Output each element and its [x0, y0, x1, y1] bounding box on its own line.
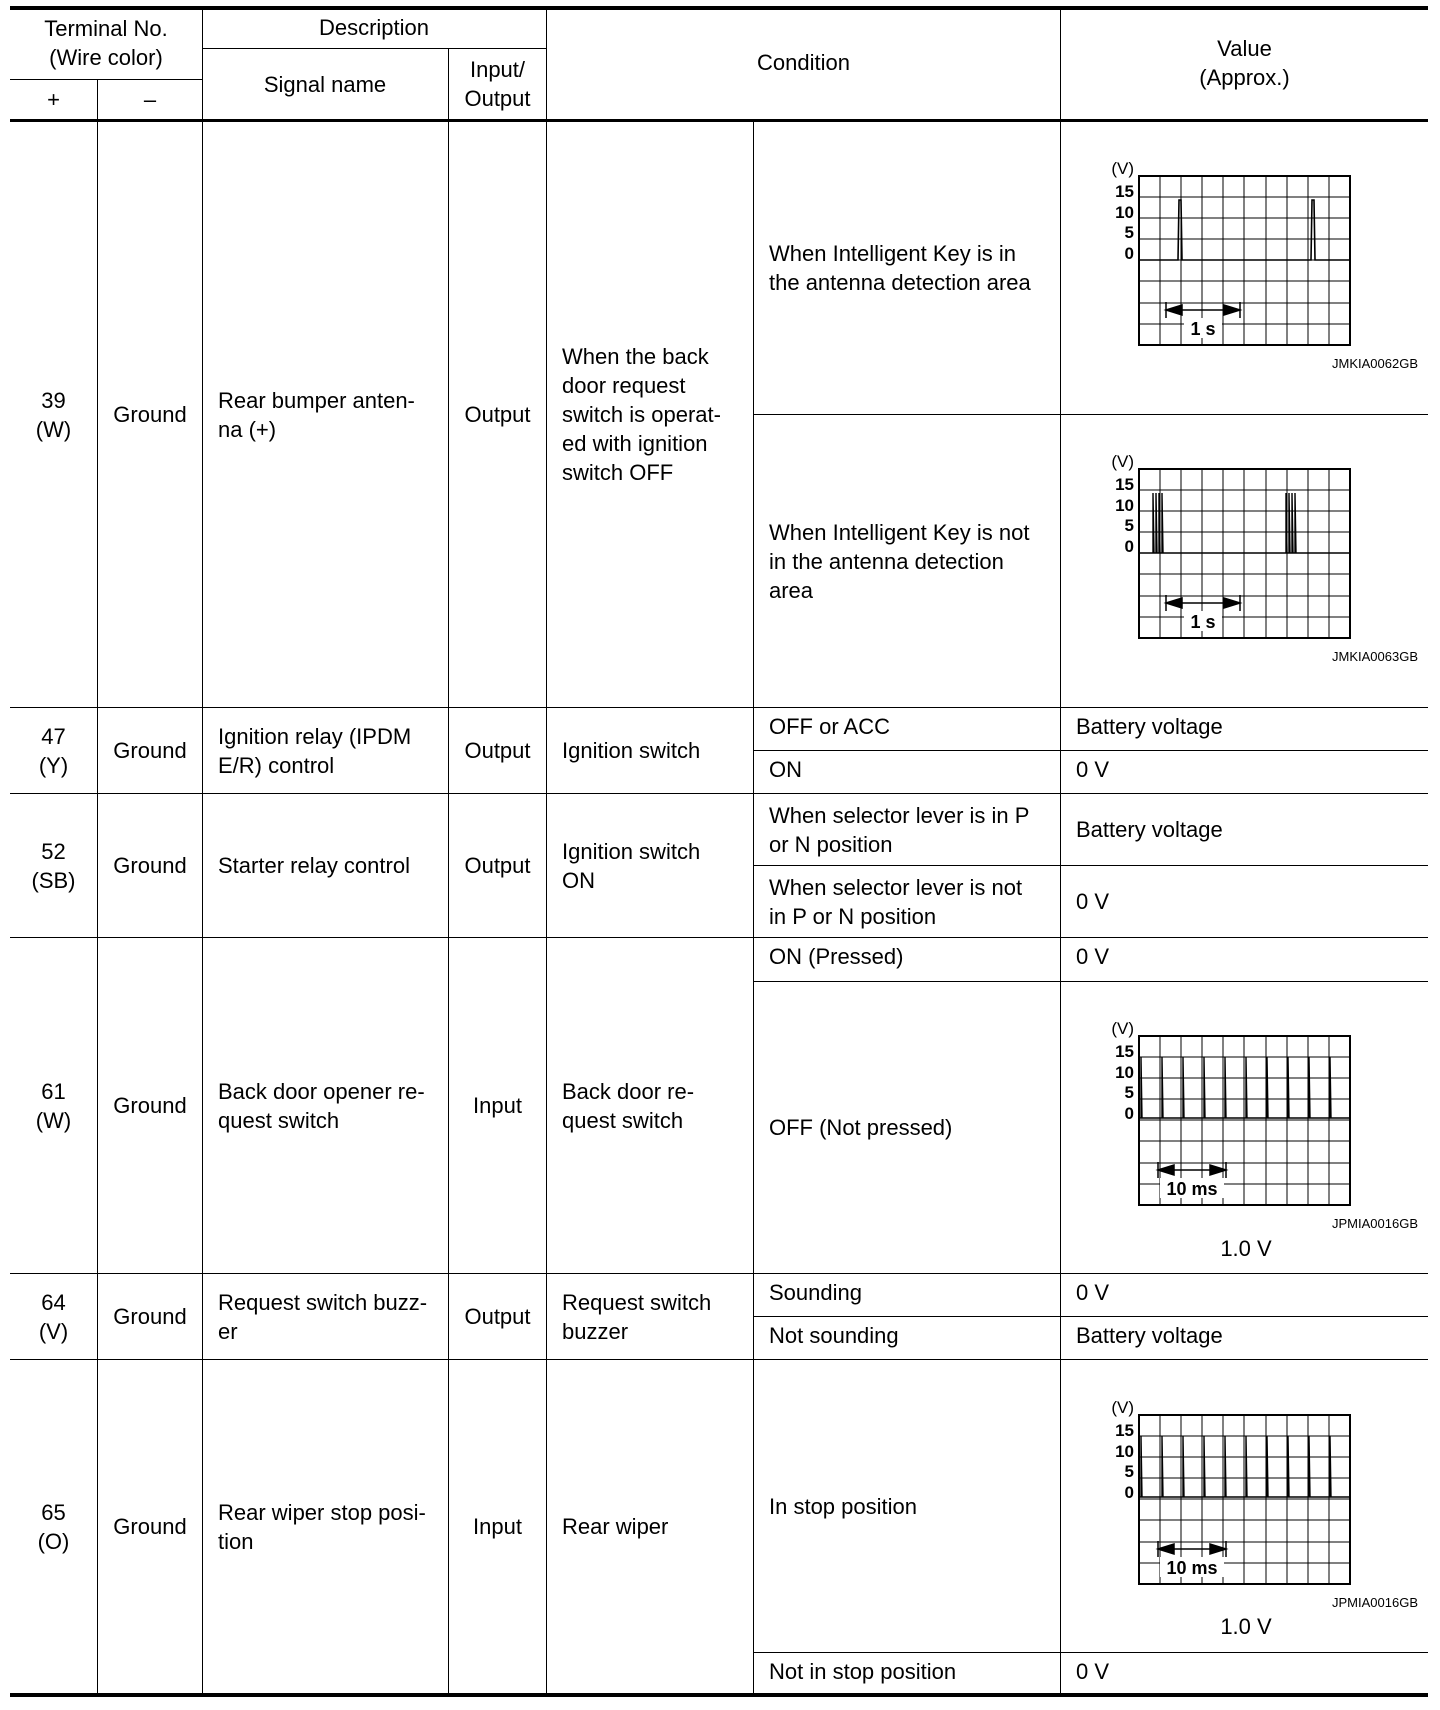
row-47-ground: Ground: [113, 738, 187, 763]
time-scale-marker: [1158, 1162, 1226, 1178]
waveform-code-3: JPMIA0016GB: [1332, 1216, 1418, 1231]
waveform-value-3: 1.0 V: [1220, 1236, 1272, 1261]
waveform-code-2: JMKIA0063GB: [1332, 649, 1418, 664]
header-signal-name: Signal name: [263, 71, 387, 97]
time-scale-marker: [1158, 1541, 1226, 1557]
row-52-sub-2-value: 0 V: [1076, 889, 1110, 914]
row-47-sub-1-value: Battery voltage: [1076, 714, 1223, 739]
row-47-terminal: 47 (Y): [38, 723, 69, 778]
row-39-io: Output: [464, 402, 531, 427]
volt-unit-label: (V): [1111, 1020, 1134, 1038]
volt-unit-label: (V): [1111, 453, 1134, 471]
header-condition: Condition: [757, 50, 850, 75]
y-tick-10: 10: [1115, 496, 1134, 515]
row-47-condition: Ignition switch: [562, 738, 701, 763]
row-65-ground: Ground: [113, 1514, 187, 1539]
header-minus: –: [143, 87, 157, 112]
row-39-signal: Rear bumper anten- na (+): [218, 387, 415, 442]
row-52-terminal: 52 (SB): [31, 838, 76, 893]
y-tick-15: 15: [1115, 1042, 1134, 1061]
row-64-sub-1-condition: Sounding: [769, 1280, 862, 1305]
time-scale-marker: [1166, 302, 1240, 318]
row-64-terminal: 64 (V): [38, 1289, 69, 1344]
row-47-sub-2-condition: ON: [769, 757, 802, 782]
row-64-sub-1-value: 0 V: [1076, 1280, 1110, 1305]
row-65-condition: Rear wiper: [562, 1514, 669, 1539]
time-scale-label: 10 ms: [1166, 1179, 1218, 1199]
row-52-sub-1-condition: When selector lever is in P or N position: [769, 802, 1030, 857]
row-52-sub-1-value: Battery voltage: [1076, 817, 1223, 842]
row-47-sub-1-condition: OFF or ACC: [769, 714, 891, 739]
row-65-signal: Rear wiper stop posi- tion: [218, 1499, 426, 1554]
y-tick-10: 10: [1115, 1442, 1134, 1461]
row-61-signal: Back door opener re- quest switch: [218, 1078, 425, 1133]
row-61-sub-2-condition: OFF (Not pressed): [769, 1115, 953, 1140]
y-tick-5: 5: [1124, 223, 1134, 242]
row-64-condition: Request switch buzzer: [562, 1289, 712, 1344]
row-61-ground: Ground: [113, 1093, 187, 1118]
waveform-chart-2: [1100, 453, 1360, 643]
y-tick-15: 15: [1115, 1421, 1134, 1440]
time-scale-marker: [1166, 595, 1240, 611]
row-64-sub-2-condition: Not sounding: [769, 1323, 899, 1348]
row-52-signal: Starter relay control: [218, 853, 410, 878]
row-39-sub-2-condition: When Intelligent Key is not in the antenna detection area: [769, 519, 1030, 603]
row-47-io: Output: [464, 738, 531, 763]
row-64-sub-2-value: Battery voltage: [1076, 1323, 1223, 1348]
volt-unit-label: (V): [1111, 1399, 1134, 1417]
y-tick-5: 5: [1124, 1083, 1134, 1102]
row-61-condition: Back door re- quest switch: [562, 1078, 695, 1133]
row-61-terminal: 61 (W): [35, 1078, 72, 1133]
y-tick-0: 0: [1124, 244, 1134, 263]
y-tick-15: 15: [1115, 475, 1134, 494]
y-tick-15: 15: [1115, 182, 1134, 201]
waveform-chart-4: [1100, 1399, 1360, 1589]
row-52-ground: Ground: [113, 853, 187, 878]
row-64-ground: Ground: [113, 1304, 187, 1329]
row-39-terminal: 39 (W): [35, 387, 72, 442]
y-tick-0: 0: [1124, 1483, 1134, 1502]
row-61-sub-1-value: 0 V: [1076, 944, 1110, 969]
time-scale-label: 1 s: [1190, 612, 1216, 632]
row-65-io: Input: [473, 1514, 522, 1539]
header-terminal-no: Terminal No. (Wire color): [44, 15, 168, 70]
row-64-io: Output: [464, 1304, 531, 1329]
row-47-sub-2-value: 0 V: [1076, 757, 1110, 782]
row-39-ground: Ground: [113, 402, 187, 427]
header-input-output: Input/ Output: [464, 57, 531, 111]
row-39-sub-1-condition: When Intelligent Key is in the antenna detection area: [769, 241, 1031, 295]
y-tick-5: 5: [1124, 516, 1134, 535]
header-plus: +: [47, 87, 60, 112]
y-tick-5: 5: [1124, 1462, 1134, 1481]
waveform-value-4: 1.0 V: [1220, 1614, 1272, 1639]
row-47-signal: Ignition relay (IPDM E/R) control: [218, 723, 412, 778]
time-scale-label: 10 ms: [1166, 1558, 1218, 1578]
y-tick-10: 10: [1115, 1063, 1134, 1082]
volt-unit-label: (V): [1111, 160, 1134, 178]
row-64-signal: Request switch buzz- er: [218, 1289, 428, 1344]
y-tick-0: 0: [1124, 1104, 1134, 1123]
waveform-chart-3: [1100, 1020, 1360, 1210]
waveform-code-1: JMKIA0062GB: [1332, 356, 1418, 371]
row-65-sub-2-condition: Not in stop position: [769, 1659, 957, 1684]
y-tick-10: 10: [1115, 203, 1134, 222]
row-61-sub-1-condition: ON (Pressed): [769, 944, 904, 969]
row-52-sub-2-condition: When selector lever is not in P or N position: [769, 874, 1023, 929]
waveform-code-4: JPMIA0016GB: [1332, 1595, 1418, 1610]
row-39-condition: When the back door request switch is operat- ed with ignition switch OFF: [562, 344, 721, 485]
row-65-sub-1-condition: In stop position: [769, 1493, 917, 1519]
row-52-io: Output: [464, 853, 531, 878]
row-65-terminal: 65 (O): [37, 1499, 70, 1554]
row-65-sub-2-value: 0 V: [1076, 1659, 1110, 1684]
time-scale-label: 1 s: [1190, 319, 1216, 339]
y-tick-0: 0: [1124, 537, 1134, 556]
header-value: Value (Approx.): [1199, 35, 1290, 90]
row-52-condition: Ignition switch ON: [562, 838, 701, 893]
header-description: Description: [318, 14, 430, 40]
row-61-io: Input: [473, 1093, 522, 1118]
waveform-chart-1: [1100, 160, 1360, 350]
